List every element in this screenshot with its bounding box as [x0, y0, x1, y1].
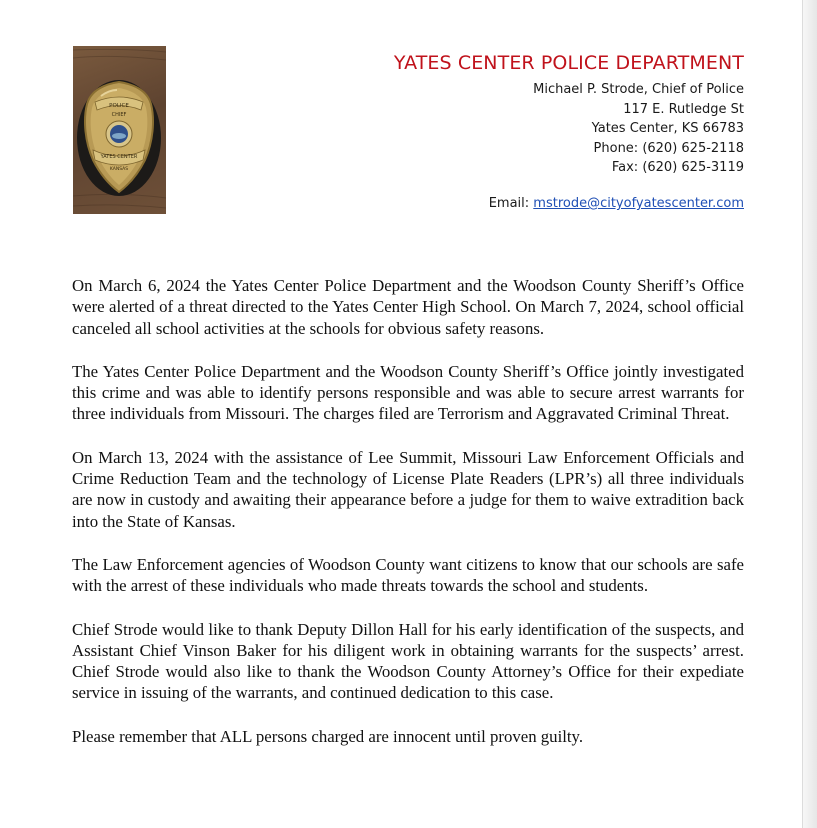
- badge-text-top: POLICE: [109, 103, 129, 109]
- badge-text-city: YATES CENTER: [100, 154, 138, 160]
- fax-number: Fax: (620) 625-3119: [611, 160, 744, 175]
- paragraph-threat: On March 6, 2024 the Yates Center Police Department and the Woodson County Sheriff’s Office were alerted of a threat directed to the Yates Center High School. On March 7, 2024, school official canceled all school activities at the schools for obvious safety reasons.: [72, 276, 744, 338]
- department-title: YATES CENTER POLICE DEPARTMENT: [393, 52, 744, 74]
- email-label: Email:: [488, 196, 534, 211]
- paragraph-schools-safe: The Law Enforcement agencies of Woodson County want citizens to know that our schools are safe with the arrest of these individuals who made threats towards the school and students.: [72, 554, 744, 596]
- city-state-zip: Yates Center, KS 66783: [591, 121, 744, 136]
- email-link[interactable]: mstrode@cityofyatescenter.com: [533, 196, 744, 211]
- chief-name: Michael P. Strode, Chief of Police: [533, 82, 744, 97]
- badge-text-state: KANSAS: [109, 167, 129, 172]
- badge-icon: [73, 46, 166, 214]
- letterhead: [394, 50, 744, 178]
- press-release-body: [72, 275, 744, 747]
- paragraph-innocent: Please remember that ALL persons charged are innocent until proven guilty.: [72, 726, 584, 746]
- page-edge: [802, 0, 817, 828]
- police-badge-photo: [73, 46, 166, 214]
- street-address: 117 E. Rutledge St: [623, 101, 744, 117]
- email-line: [489, 196, 744, 211]
- badge-text-mid: CHIEF: [111, 112, 127, 118]
- paragraph-custody: On March 13, 2024 with the assistance of Lee Summit, Missouri Law Enforcement Officials and Crime Reduction Team and the technology of License Plate Readers (LPR’s) all three individuals are now in custody and awaiting their appearance before a judge for them to waive extradition back into the State of Kansas.: [72, 447, 744, 531]
- paragraph-thanks: Chief Strode would like to thank Deputy Dillon Hall for his early identification of the suspects, and Assistant Chief Vinson Baker for his diligent work in obtaining warrants for the suspects’ arrest. Chief Strode would also like to thank the Woodson County Attorney’s Office for their expediate service in issuing of the warrants, and continued dedication to this case.: [72, 619, 744, 703]
- phone-number: Phone: (620) 625-2118: [593, 140, 744, 156]
- paragraph-investigation: The Yates Center Police Department and the Woodson County Sheriff’s Office jointly investigated this crime and was able to identify persons responsible and was able to secure arrest warrants for three individuals from Missouri. The charges filed are Terrorism and Aggravated Criminal Threat.: [72, 361, 744, 424]
